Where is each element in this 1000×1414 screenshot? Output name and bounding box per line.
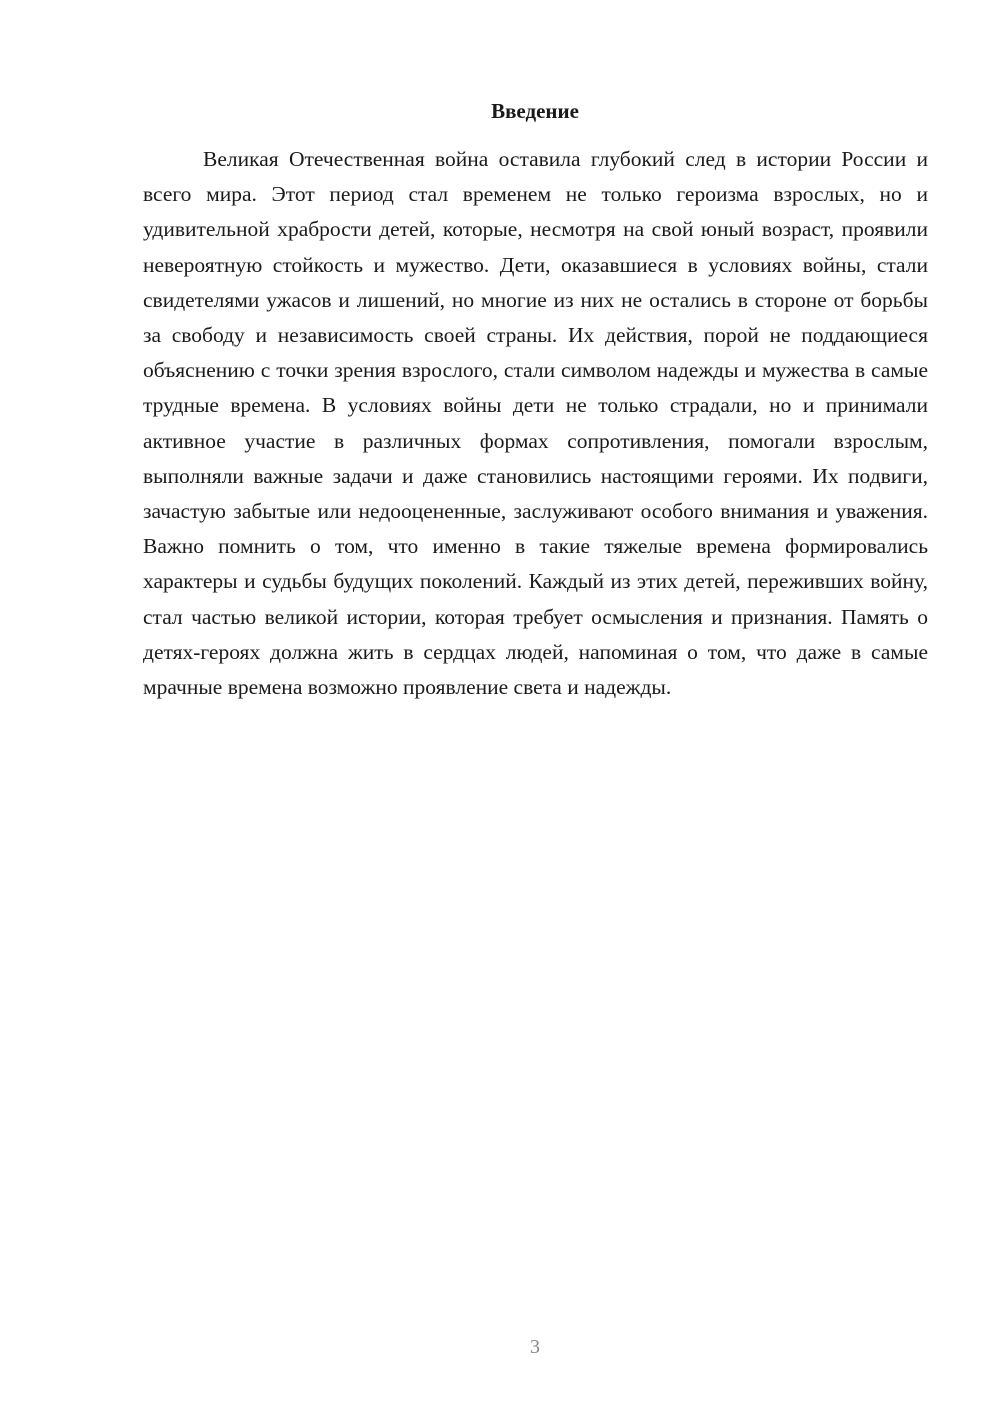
section-heading: Введение xyxy=(491,99,579,123)
body-paragraph: Великая Отечественная война оставила глубокий след в истории России и всего мира. Этот период стал временем не только героизма взрослых, но и удивительной храбрости детей, которые, несмотря на свой юный возраст, проявили невероятную стойкость и мужество. Дети, оказавшиеся в условиях войны, стали свидетелями ужасов и лишений, но многие из них не остались в стороне от борьбы за свободу и независимость своей страны. Их действия, порой не поддающиеся объяснению с точки зрения взрослого, стали символом надежды и мужества в самые трудные времена. В условиях войны дети не только страдали, но и принимали активное участие в различных формах сопротивления, помогали взрослым, выполняли важные задачи и даже становились настоящими героями. Их подвиги, зачастую забытые или недооцененные, заслуживают особого внимания и уважения. Важно помнить о том, что именно в такие тяжелые времена формировались характеры и судьбы будущих поколений. Каждый из этих детей, переживших войну, стал частью великой истории, которая требует осмысления и признания. Память о детях-героях должна жить в сердцах людей, напоминая о том, что даже в самые мрачные времена возможно проявление света и надежды. xyxy=(143,147,928,700)
page-number: 3 xyxy=(530,1336,540,1358)
